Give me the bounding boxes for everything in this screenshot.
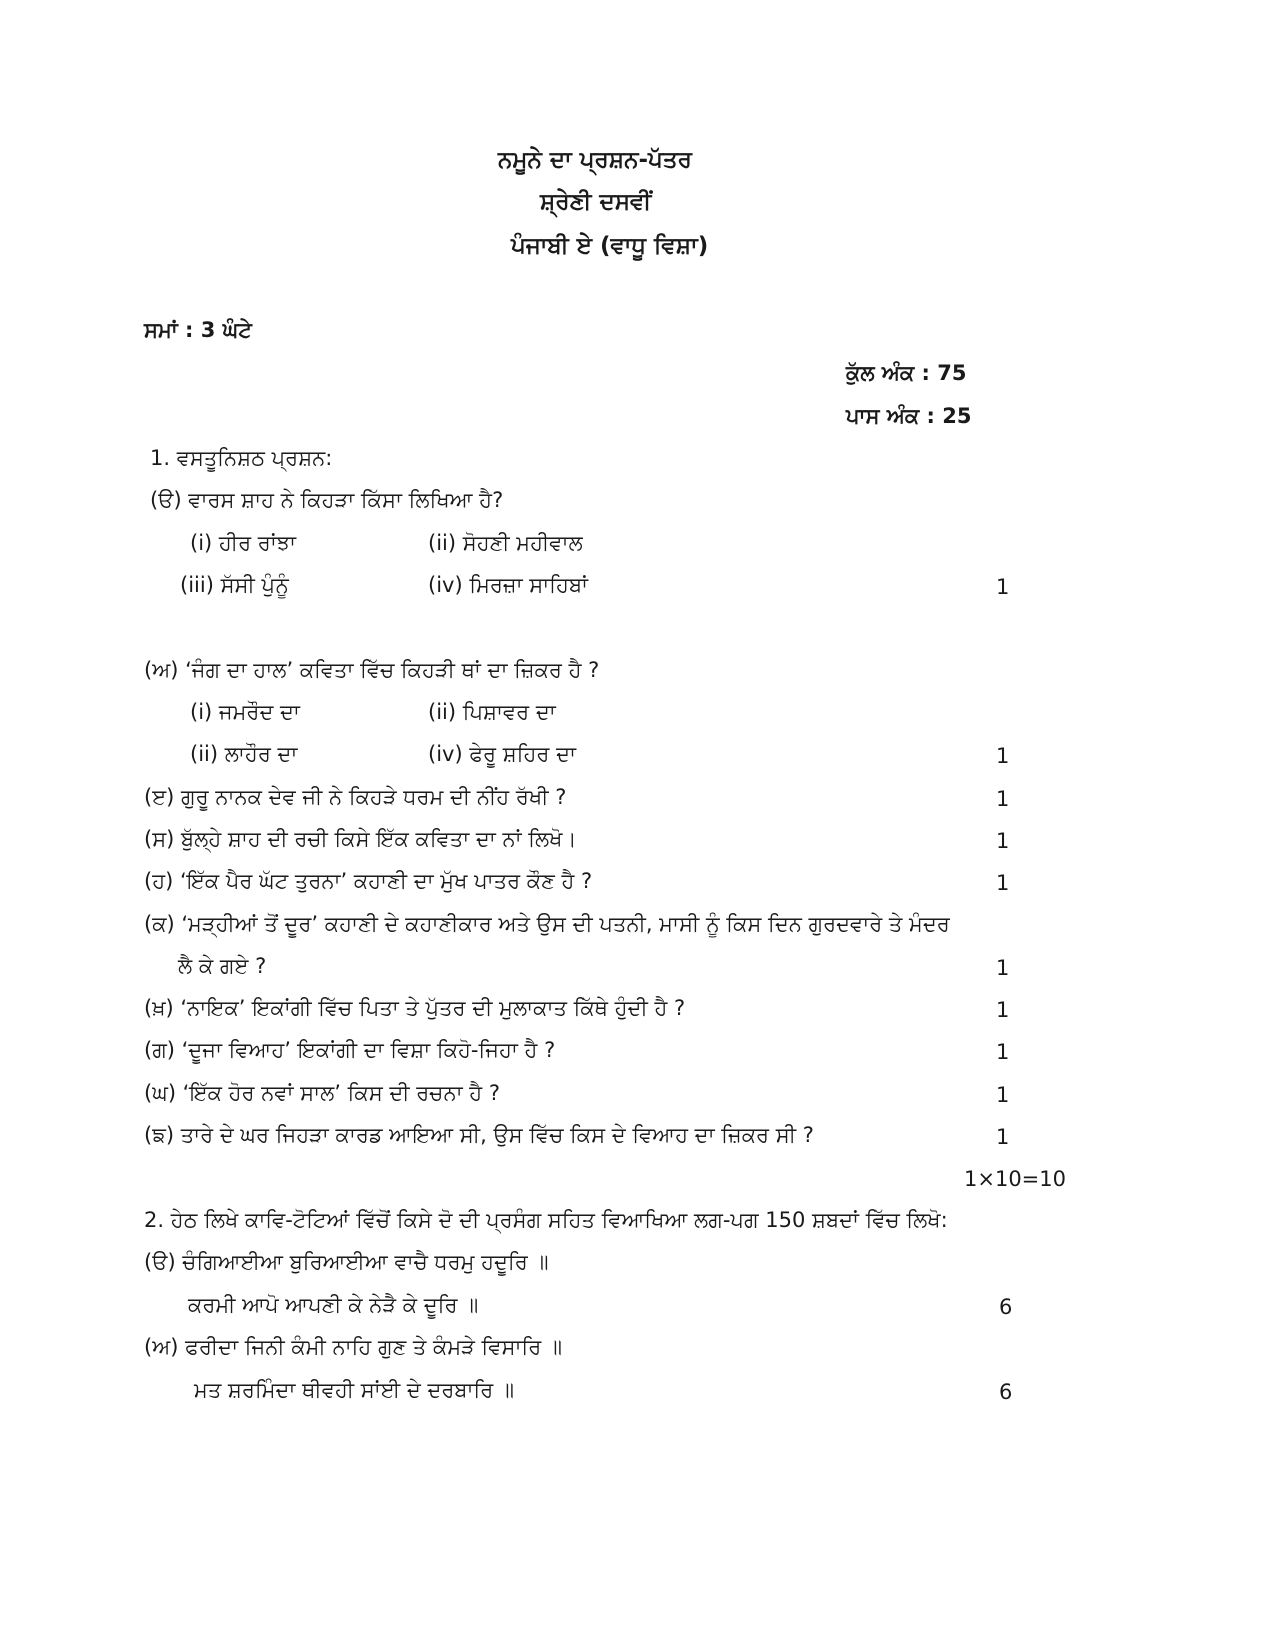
q1f-marks: 1 — [996, 956, 1010, 980]
q2b-line-2: ਮਤ ਸ਼ਰਮਿੰਦਾ ਥੀਵਹੀ ਸਾਂਈ ਦੇ ਦਰਬਾਰਿ ॥ — [194, 1378, 515, 1402]
q1f-line-1: (ਕ) ‘ਮੜ੍ਹੀਆਂ ਤੋਂ ਦੂਰ’ ਕਹਾਣੀ ਦੇ ਕਹਾਣੀਕਾਰ ਅਤੇ ਉਸ ਦੀ ਪਤਨੀ, ਮਾਸੀ ਨੂੰ ਕਿਸ ਦਿਨ ਗੁਰਦਵਾਰੇ ਤੇ ਮੰਦਰ — [144, 912, 950, 936]
q1-total-marks: 1×10=10 — [964, 1167, 1066, 1191]
q2a-line-2: ਕਰਮੀ ਆਪੋ ਆਪਣੀ ਕੇ ਨੇੜੈ ਕੇ ਦੂਰਿ ॥ — [188, 1293, 479, 1317]
subject-label: ਪੰਜਾਬੀ ਏ (ਵਾਧੂ ਵਿਸ਼ਾ) — [511, 233, 709, 259]
q1a-option-1: (i) ਹੀਰ ਰਾਂਝਾ — [190, 531, 296, 555]
q1f-line-2: ਲੈ ਕੇ ਗਏ ? — [178, 954, 267, 978]
q1e-marks: 1 — [996, 871, 1010, 895]
q1b-option-3: (ii) ਲਾਹੌਰ ਦਾ — [190, 742, 298, 766]
q1d-text: (ਸ) ਬੁੱਲ੍ਹੇ ਸ਼ਾਹ ਦੀ ਰਚੀ ਕਿਸੇ ਇੱਕ ਕਵਿਤਾ ਦਾ ਨਾਂ ਲਿਖੋ। — [144, 827, 577, 851]
q2-heading: 2. ਹੇਠ ਲਿਖੇ ਕਾਵਿ-ਟੋਟਿਆਂ ਵਿੱਚੋਂ ਕਿਸੇ ਦੋ ਦੀ ਪ੍ਰਸੰਗ ਸਹਿਤ ਵਿਆਖਿਆ ਲਗ-ਪਗ 150 ਸ਼ਬਦਾਂ ਵਿੱਚ ਲਿਖੋ: — [144, 1208, 948, 1232]
q1i-marks: 1 — [996, 1083, 1010, 1107]
q1j-text: (ਙ) ਤਾਰੇ ਦੇ ਘਰ ਜਿਹੜਾ ਕਾਰਡ ਆਇਆ ਸੀ, ਉਸ ਵਿੱਚ ਕਿਸ ਦੇ ਵਿਆਹ ਦਾ ਜ਼ਿਕਰ ਸੀ ? — [144, 1123, 814, 1147]
class-label: ਸ਼੍ਰੇਣੀ ਦਸਵੀਂ — [540, 189, 652, 215]
q1a-marks: 1 — [996, 575, 1010, 599]
q1b-option-4: (iv) ਫੇਰੂ ਸ਼ਹਿਰ ਦਾ — [428, 742, 576, 766]
q1-heading: 1. ਵਸਤੂਨਿਸ਼ਠ ਪ੍ਰਸ਼ਨ: — [150, 446, 333, 470]
paper-title: ਨਮੂਨੇ ਦਾ ਪ੍ਰਸ਼ਨ-ਪੱਤਰ — [498, 147, 692, 173]
q1g-text: (ਖ਼) ‘ਨਾਇਕ’ ਇਕਾਂਗੀ ਵਿੱਚ ਪਿਤਾ ਤੇ ਪੁੱਤਰ ਦੀ ਮੁਲਾਕਾਤ ਕਿੱਥੇ ਹੁੰਦੀ ਹੈ ? — [144, 996, 686, 1020]
q1i-text: (ਘ) ‘ਇੱਕ ਹੋਰ ਨਵਾਂ ਸਾਲ’ ਕਿਸ ਦੀ ਰਚਨਾ ਹੈ ? — [144, 1081, 500, 1105]
q1e-text: (ਹ) ‘ਇੱਕ ਪੈਰ ਘੱਟ ਤੁਰਨਾ’ ਕਹਾਣੀ ਦਾ ਮੁੱਖ ਪਾਤਰ ਕੌਣ ਹੈ ? — [144, 869, 593, 893]
total-marks: ਕੁੱਲ ਅੰਕ : 75 — [846, 361, 967, 385]
q1a-option-4: (iv) ਮਿਰਜ਼ਾ ਸਾਹਿਬਾਂ — [428, 573, 588, 597]
q1g-marks: 1 — [996, 998, 1010, 1022]
q1h-text: (ਗ) ‘ਦੂਜਾ ਵਿਆਹ’ ਇਕਾਂਗੀ ਦਾ ਵਿਸ਼ਾ ਕਿਹੋ-ਜਿਹਾ ਹੈ ? — [144, 1038, 556, 1062]
q2a-marks: 6 — [999, 1295, 1013, 1319]
q1c-marks: 1 — [996, 787, 1010, 811]
pass-marks: ਪਾਸ ਅੰਕ : 25 — [846, 404, 972, 428]
q1h-marks: 1 — [996, 1040, 1010, 1064]
q2b-line-1: (ਅ) ਫਰੀਦਾ ਜਿਨੀ ਕੰਮੀ ਨਾਹਿ ਗੁਣ ਤੇ ਕੰਮੜੇ ਵਿਸਾਰਿ ॥ — [144, 1335, 563, 1359]
q1a-option-3: (iii) ਸੱਸੀ ਪੁੰਨੂੰ — [180, 573, 289, 597]
q1a-option-2: (ii) ਸੋਹਣੀ ਮਹੀਵਾਲ — [428, 531, 583, 555]
q1d-marks: 1 — [996, 829, 1010, 853]
q2b-marks: 6 — [999, 1380, 1013, 1404]
q2a-line-1: (ੳ) ਚੰਗਿਆਈਆ ਬੁਰਿਆਈਆ ਵਾਚੈ ਧਰਮੁ ਹਦੂਰਿ ॥ — [144, 1250, 549, 1274]
q1j-marks: 1 — [996, 1125, 1010, 1149]
q1c-text: (ੲ) ਗੁਰੂ ਨਾਨਕ ਦੇਵ ਜੀ ਨੇ ਕਿਹੜੇ ਧਰਮ ਦੀ ਨੀਂਹ ਰੱਖੀ ? — [144, 785, 567, 809]
time-label: ਸਮਾਂ : 3 ਘੰਟੇ — [144, 318, 252, 342]
q1a-text: (ੳ) ਵਾਰਸ ਸ਼ਾਹ ਨੇ ਕਿਹੜਾ ਕਿੱਸਾ ਲਿਖਿਆ ਹੈ? — [150, 488, 504, 512]
q1b-marks: 1 — [996, 744, 1010, 768]
q1b-option-1: (i) ਜਮਰੌਦ ਦਾ — [190, 700, 300, 724]
q1b-text: (ਅ) ‘ਜੰਗ ਦਾ ਹਾਲ’ ਕਵਿਤਾ ਵਿੱਚ ਕਿਹੜੀ ਥਾਂ ਦਾ ਜ਼ਿਕਰ ਹੈ ? — [144, 658, 600, 682]
q1b-option-2: (ii) ਪਿਸ਼ਾਵਰ ਦਾ — [428, 700, 556, 724]
